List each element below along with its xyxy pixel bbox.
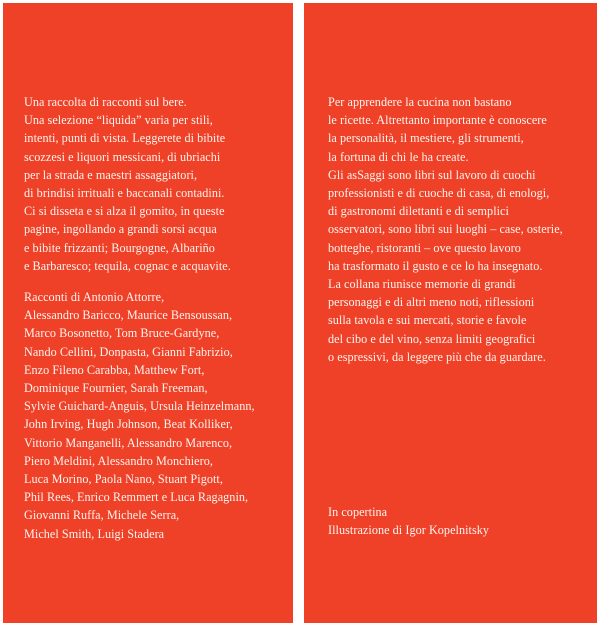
text-line: Giovanni Ruffa, Michele Serra, — [24, 508, 180, 523]
text-line: Nando Cellini, Donpasta, Gianni Fabrizio, — [24, 344, 233, 359]
text-line: Vittorio Manganelli, Alessandro Marenco, — [24, 435, 233, 450]
text-line: ha trasformato il gusto e ce lo ha insegnato. — [328, 258, 543, 273]
text-line: Phil Rees, Enrico Remmert e Luca Ragagnin, — [24, 490, 249, 505]
text-line: scozzesi e liquori messicani, di ubriachi — [24, 149, 221, 164]
text-line: Ci si disseta e si alza il gomito, in queste — [24, 204, 225, 219]
text-line: per la strada e maestri assaggiatori, — [24, 167, 198, 182]
text-line: Luca Morino, Paola Nano, Stuart Pigott, — [24, 472, 223, 487]
text-line: botteghe, ristoranti – ove questo lavoro — [328, 240, 521, 255]
text-line: e bibite frizzanti; Bourgogne, Albariño — [24, 240, 215, 255]
authors-paragraph — [24, 288, 286, 543]
text-line: Piero Meldini, Alessandro Monchiero, — [24, 453, 213, 468]
text-line: Gli asSaggi sono libri sul lavoro di cuochi — [328, 167, 536, 182]
text-line: osservatori, sono libri sui luoghi – case, osterie, — [328, 222, 563, 237]
text-line: intenti, punti di vista. Leggerete di bibite — [24, 131, 226, 146]
text-line: In copertina — [328, 505, 388, 519]
series-description-paragraph — [328, 93, 590, 366]
left-flap-panel — [3, 3, 293, 623]
text-line: Michel Smith, Luigi Stadera — [24, 526, 165, 541]
text-line: Una selezione “liquida” varia per stili, — [24, 113, 213, 128]
text-line: o espressivi, da leggere più che da guardare. — [328, 349, 546, 364]
right-flap-panel — [304, 3, 597, 623]
text-line: Marco Bosonetto, Tom Bruce-Gardyne, — [24, 326, 220, 341]
text-line: sulla tavola e sui mercati, storie e favole — [328, 313, 527, 328]
blurb-paragraph — [24, 93, 286, 275]
text-line: Racconti di Antonio Attorre, — [24, 290, 165, 304]
text-line: la fortuna di chi le ha create. — [328, 149, 469, 164]
text-line: Illustrazione di Igor Kopelnitsky — [328, 523, 490, 538]
text-line: Enzo Fileno Carabba, Matthew Fort, — [24, 362, 205, 377]
cover-credit-paragraph — [328, 503, 590, 539]
text-line: del cibo e del vino, senza limiti geografici — [328, 331, 536, 346]
text-line: professionisti e di cuoche di casa, di enologi, — [328, 186, 550, 201]
text-line: di brindisi irrituali e baccanali contadini. — [24, 186, 225, 201]
text-line: Dominique Fournier, Sarah Freeman, — [24, 381, 208, 396]
text-line: La collana riunisce memorie di grandi — [328, 277, 516, 292]
text-line: John Irving, Hugh Johnson, Beat Kolliker, — [24, 417, 233, 432]
text-line: Per apprendere la cucina non bastano — [328, 95, 512, 109]
text-line: Sylvie Guichard-Anguis, Ursula Heinzelmann, — [24, 399, 255, 414]
text-line: di gastronomi dilettanti e di semplici — [328, 204, 509, 219]
text-line: le ricette. Altrettanto importante è conoscere — [328, 113, 547, 128]
text-line: e Barbaresco; tequila, cognac e acquavite. — [24, 258, 231, 273]
text-line: Una raccolta di racconti sul bere. — [24, 95, 187, 109]
text-line: Alessandro Baricco, Maurice Bensoussan, — [24, 308, 233, 323]
text-line: personaggi e di altri meno noti, riflessioni — [328, 295, 535, 310]
text-line: pagine, ingollando a grandi sorsi acqua — [24, 222, 217, 237]
text-line: la personalità, il mestiere, gli strumenti, — [328, 131, 524, 146]
